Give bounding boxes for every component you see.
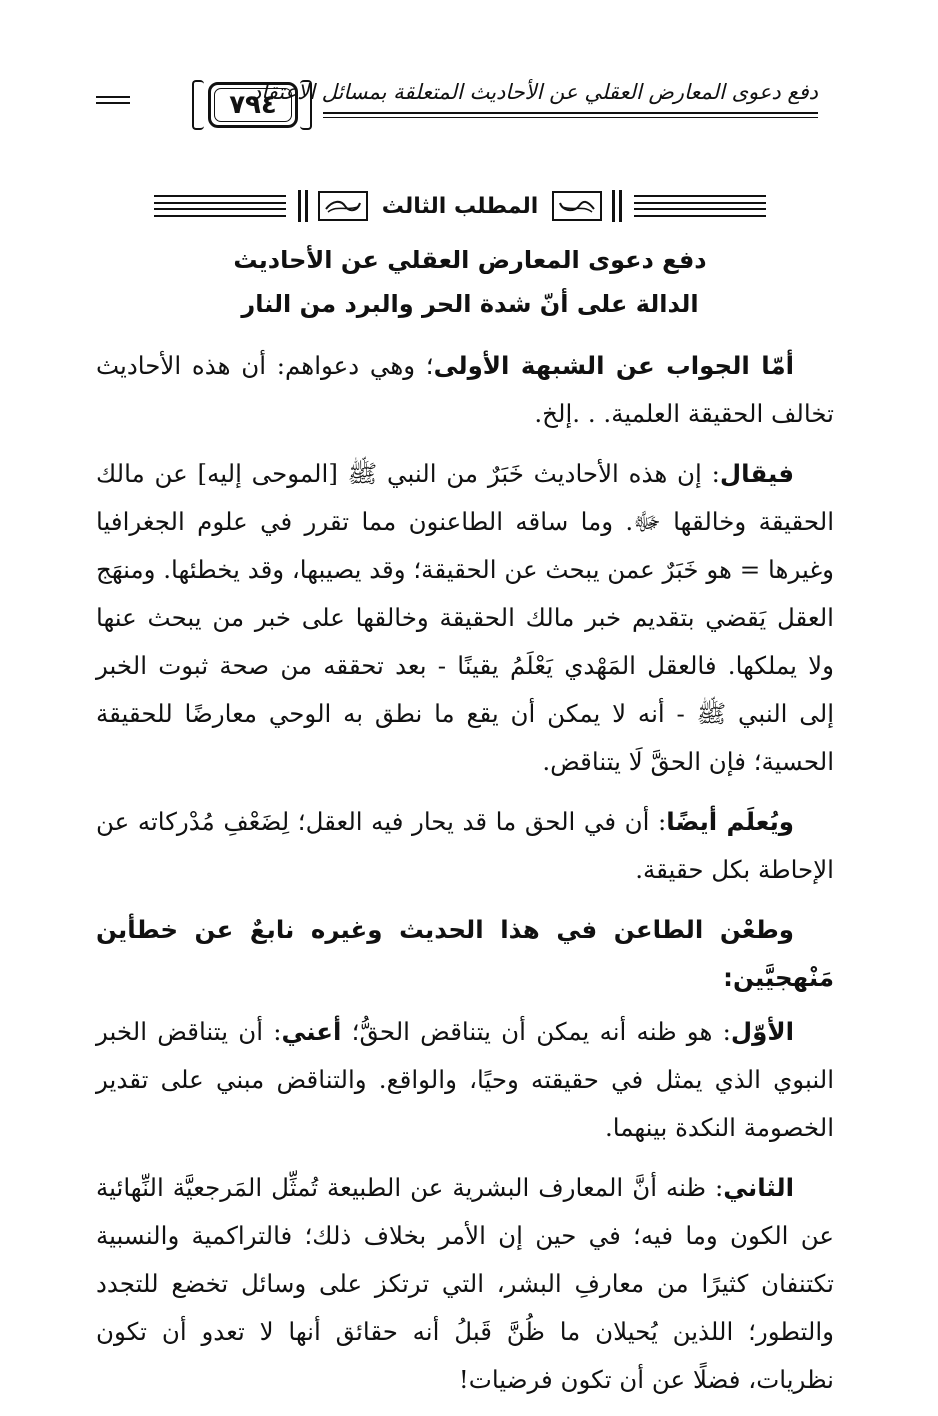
section-title-line-1: دفع دعوى المعارض العقلي عن الأحاديث xyxy=(233,246,707,274)
point-2 xyxy=(96,1164,834,1404)
banner-lines-right xyxy=(634,195,766,217)
banner-lines-left xyxy=(154,195,286,217)
section-banner xyxy=(154,186,766,226)
paragraph-2 xyxy=(96,450,834,786)
running-title: دفع دعوى المعارض العقلي عن الأحاديث المتعلقة بمسائل الاعتقاد xyxy=(251,80,818,104)
paragraph-1 xyxy=(96,342,834,438)
point-text: : ظنه أنَّ المعارف البشرية عن الطبيعة تُمثِّل المَرجعيَّة النِّهائية عن الكون وما فيه؛ في حين إن الأمر بخلاف ذلك؛ فالتراكمية والنسبية تكتنفان كثيرًا من معارفِ البشر، التي ترتكز على وسائل تخضع للتجدد والتطور؛ اللذين يُحيلان ما ظُنَّ قَبلُ أنه حقائق أنها لا تعدو أن تكون نظريات، فضلًا عن أن تكون فرضيات! xyxy=(96,1173,834,1394)
ornament-icon xyxy=(318,191,368,221)
page-number-bracket-left xyxy=(192,80,204,130)
header-left-lines xyxy=(96,96,130,108)
point-text: : هو ظنه أنه يمكن أن يتناقض الحقُّ؛ xyxy=(341,1017,731,1046)
paragraph-text: ؛ وهي دعواهم: أن هذه الأحاديث تخالف الحقيقة العلمية. . .إلخ. xyxy=(96,351,834,428)
header-rule-thin xyxy=(323,117,818,118)
paragraph-text: : أن في الحق ما قد يحار فيه العقل؛ لِضَعْفِ مُدْركاته عن الإحاطة بكل حقيقة. xyxy=(96,807,834,884)
section-label: المطلب الثالث xyxy=(381,193,539,219)
point-text-2: : أن يتناقض الخبر النبوي الذي يمثل في حقيقته وحيًا، والواقع. والتناقض مبني على تقدير الخصومة النكدة بينهما. xyxy=(96,1017,834,1142)
point-lead: الأوّل xyxy=(730,1017,794,1046)
point-1 xyxy=(96,1008,834,1152)
header-rule xyxy=(323,112,818,114)
banner-bars-left xyxy=(298,190,308,222)
running-header xyxy=(88,72,818,138)
point-lead-2: أعني xyxy=(281,1017,342,1046)
paragraph-text: : إن هذه الأحاديث خَبَرٌ من النبي ﷺ [الموحى إليه] عن مالك الحقيقة وخالقها ﷻ. وما ساقه الطاعنون مما تقرر في علوم الجغرافيا وغيرها = هو خَبَرٌ عمن يبحث عن الحقيقة؛ وقد يصيبها، وقد يخطئها. ومنهَج العقل يَقضي بتقديم خبر مالك الحقيقة وخالقها على خبر من يبحث عنها ولا يملكها. فالعقل المَهْدي يَعْلَمُ يقينًا - بعد تحققه من صحة ثبوت الخبر إلى النبي ﷺ - أنه لا يمكن أن يقع ما نطق به الوحي معارضًا للحقيقة الحسية؛ فإن الحقَّ لَا يتناقض. xyxy=(96,459,834,776)
ornament-icon xyxy=(552,191,602,221)
paragraph-lead: فيقال xyxy=(719,459,794,488)
subheading: وطعْن الطاعن في هذا الحديث وغيره نابعٌ عن خطأين مَنْهجيَّين: xyxy=(96,915,834,992)
section-title-line-2: الدالة على أنّ شدة الحر والبرد من النار xyxy=(241,290,699,318)
paragraph-lead: ويُعلَم أيضًا xyxy=(666,807,794,836)
point-lead: الثاني xyxy=(723,1173,794,1202)
paragraph-lead: أمّا الجواب عن الشبهة الأولى xyxy=(433,351,795,380)
paragraph-3 xyxy=(96,798,834,894)
page-number: ٧٩٤ xyxy=(208,82,298,128)
banner-bars-right xyxy=(612,190,622,222)
body-text xyxy=(96,342,834,1416)
